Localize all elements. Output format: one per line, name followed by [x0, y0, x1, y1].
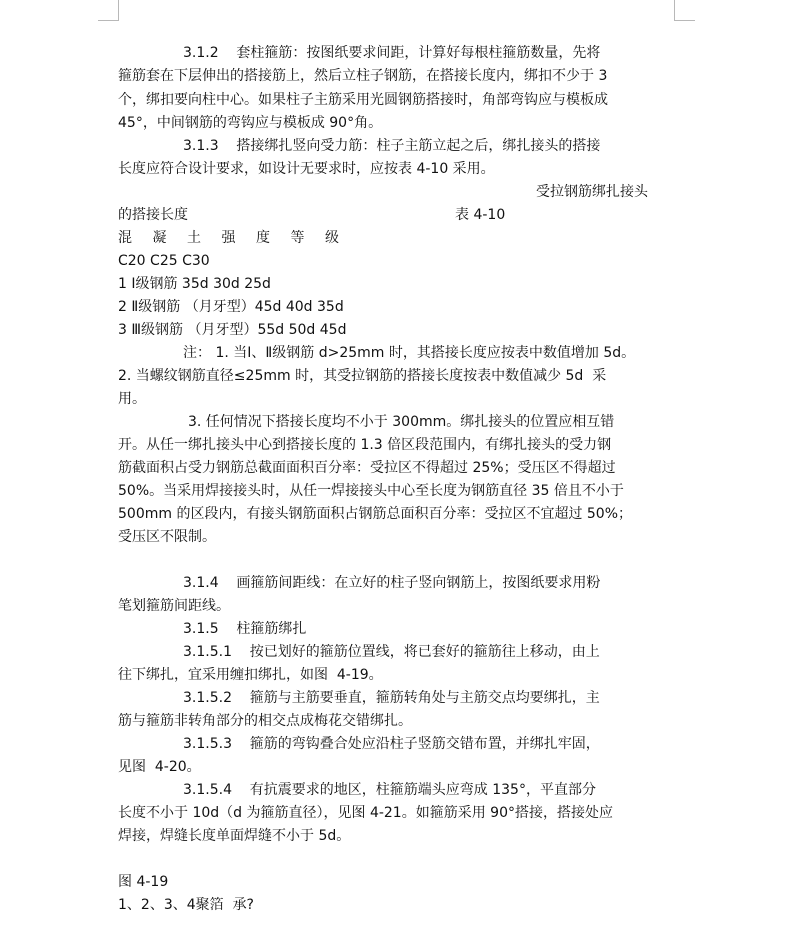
text-line: 箍筋套在下层伸出的搭接筋上，然后立柱子钢筋，在搭接长度内，绑扣不少于 3	[118, 68, 608, 84]
crop-mark-top-right-vertical	[674, 0, 675, 20]
table-number: 表 4-10	[455, 207, 506, 223]
text-line: 个，绑扣要向柱中心。如果柱子主筋采用光圆钢筋搭接时，角部弯钩应与模板成	[118, 92, 608, 108]
text-line: 焊接，焊缝长度单面焊缝不小于 5d。	[118, 828, 351, 844]
crop-mark-top-left-vertical	[118, 0, 119, 20]
text-line: 筋截面积占受力钢筋总截面面积百分率：受拉区不得超过 25%；受压区不得超过	[118, 460, 616, 476]
text-line: 开。从任一绑扎接头中心到搭接长度的 1.3 倍区段范围内，有绑扎接头的受力钢	[118, 437, 612, 453]
text-line: 45°，中间钢筋的弯钩应与模板成 90°角。	[118, 115, 383, 131]
table-caption: 受拉钢筋绑扎接头	[536, 184, 648, 200]
table-row: 2 Ⅱ级钢筋 （月牙型）45d 40d 35d	[118, 299, 344, 315]
text-line: 500mm 的区段内，有接头钢筋面积占钢筋总面积百分率：受拉区不宜超过 50%；	[118, 506, 633, 522]
table-header: 混凝土强度等级	[118, 230, 360, 246]
table-note: 用。	[118, 391, 146, 407]
text-line: 长度应符合设计要求，如设计无要求时，应按表 4-10 采用。	[118, 161, 495, 177]
text-line: 长度不小于 10d（d 为箍筋直径），见图 4-21。如箍筋采用 90°搭接，搭接处应	[118, 805, 613, 821]
figure-legend: 1、2、3、4聚箔 承?	[118, 897, 254, 913]
table-note: 注： 1. 当Ⅰ、Ⅱ级钢筋 d>25mm 时，其搭接长度应按表中数值增加 5d。	[183, 345, 636, 361]
table-caption-continued: 的搭接长度	[118, 207, 188, 223]
text-line: 见图 4-20。	[118, 759, 201, 775]
text-line: 筋与箍筋非转角部分的相交点成梅花交错绑扎。	[118, 713, 412, 729]
table-row: 3 Ⅲ级钢筋 （月牙型）55d 50d 45d	[118, 322, 347, 338]
text-line: 3.1.2 套柱箍筋：按图纸要求间距，计算好每根柱箍筋数量，先将	[183, 45, 601, 61]
text-line: 3.1.5.3 箍筋的弯钩叠合处应沿柱子竖筋交错布置，并绑扎牢固，	[183, 736, 600, 752]
text-line: 往下绑扎，宜采用缠扣绑扎，如图 4-19。	[118, 667, 383, 683]
text-line: 受压区不限制。	[118, 529, 216, 545]
table-row: 1 Ⅰ级钢筋 35d 30d 25d	[118, 276, 271, 292]
text-line: 3.1.5.1 按已划好的箍筋位置线，将已套好的箍筋往上移动，由上	[183, 644, 600, 660]
text-line: 3.1.5.4 有抗震要求的地区，柱箍筋端头应弯成 135°，平直部分	[183, 782, 596, 798]
text-line: 50%。当采用焊接接头时，从任一焊接接头中心至长度为钢筋直径 35 倍且不小于	[118, 483, 624, 499]
text-line: 笔划箍筋间距线。	[118, 598, 230, 614]
section-heading: 3.1.5 柱箍筋绑扎	[183, 621, 307, 637]
text-line: 3.1.3 搭接绑扎竖向受力筋：柱子主筋立起之后，绑扎接头的搭接	[183, 138, 601, 154]
text-line: 3.1.4 画箍筋间距线：在立好的柱子竖向钢筋上，按图纸要求用粉	[183, 575, 601, 591]
text-line: 3. 任何情况下搭接长度均不小于 300mm。绑扎接头的位置应相互错	[188, 414, 615, 430]
text-line: 3.1.5.2 箍筋与主筋要垂直，箍筋转角处与主筋交点均要绑扎，主	[183, 690, 600, 706]
crop-mark-top-left-horizontal	[98, 20, 119, 21]
crop-mark-top-right-horizontal	[674, 20, 695, 21]
figure-label: 图 4-19	[118, 874, 169, 890]
table-row: C20 C25 C30	[118, 253, 210, 269]
table-note: 2. 当螺纹钢筋直径≤25mm 时，其受拉钢筋的搭接长度按表中数值减少 5d 采	[118, 368, 607, 384]
